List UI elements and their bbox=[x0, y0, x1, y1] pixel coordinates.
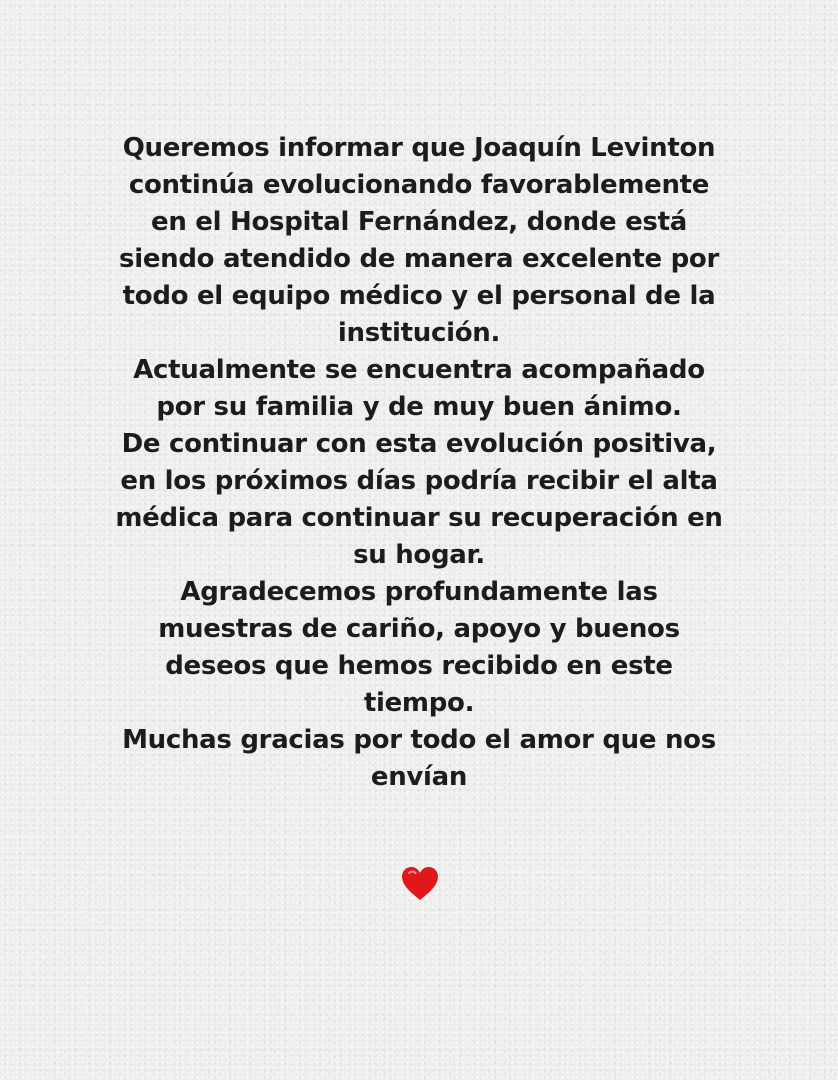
message-line: Queremos informar que Joaquín Levinton bbox=[122, 133, 716, 163]
message-line: médica para continuar su recuperación en bbox=[115, 503, 723, 533]
message-line: en los próximos días podría recibir el alta bbox=[120, 466, 718, 496]
message-line: en el Hospital Fernández, donde está bbox=[151, 207, 687, 237]
message-line: De continuar con esta evolución positiva, bbox=[121, 429, 717, 459]
message-line: Muchas gracias por todo el amor que nos bbox=[122, 725, 716, 755]
red-heart-icon bbox=[401, 866, 439, 902]
message-line: continúa evolucionando favorablemente bbox=[128, 170, 710, 200]
message-line: muestras de cariño, apoyo y buenos bbox=[158, 614, 680, 644]
message-line: tiempo. bbox=[363, 688, 475, 718]
message-line: todo el equipo médico y el personal de la bbox=[122, 281, 716, 311]
message-line: su hogar. bbox=[353, 540, 485, 570]
message-line: por su familia y de muy buen ánimo. bbox=[156, 392, 682, 422]
message-line: deseos que hemos recibido en este bbox=[165, 651, 673, 681]
story-message bbox=[60, 130, 778, 796]
message-line: envían bbox=[370, 762, 468, 792]
message-line: Actualmente se encuentra acompañado bbox=[133, 355, 705, 385]
message-line: institución. bbox=[337, 318, 501, 348]
message-line: siendo atendido de manera excelente por bbox=[119, 244, 719, 274]
message-line: Agradecemos profundamente las bbox=[180, 577, 658, 607]
